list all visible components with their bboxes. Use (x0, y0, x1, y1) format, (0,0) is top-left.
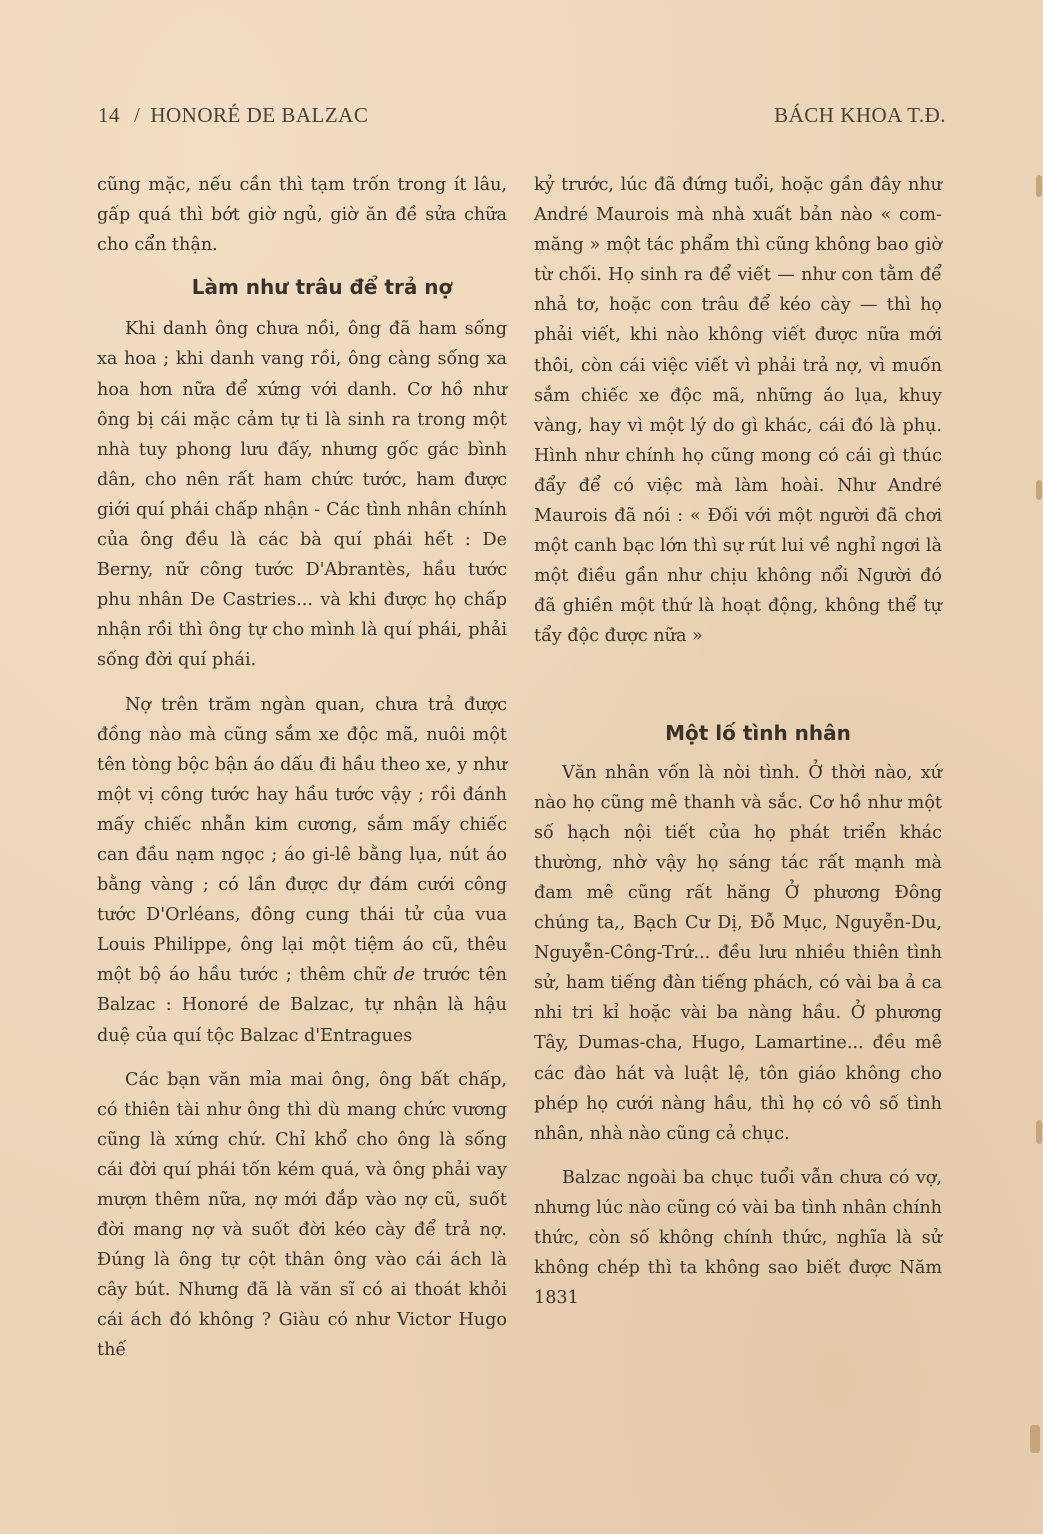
left-paragraph-3 (97, 690, 507, 1051)
section-heading-lovers: Một lố tình nhân (665, 720, 851, 745)
right-paragraph-1: kỷ trước, lúc đã đứng tuổi, hoặc gần đây như André Maurois mà nhà xuất bản nào « com-măng » một tác phẩm thì cũng không bao giờ từ chối. Họ sinh ra để viết — như con tằm để nhả tơ, hoặc con trâu để kéo cày — thì họ phải viết, khi nào không viết được nữa mới thôi, còn cái việc viết vì phải trả nợ, vì muốn sắm chiếc xe độc mã, những áo lụa, khuy vàng, hay vì một lý do gì khác, cái đó là phụ. Hình như chính họ cũng mong có cái gì thúc đẩy để có việc mà làm hoài. Như André Maurois đã nói : « Đối với một người đã chơi một canh bạc lớn thì sự rút lui về nghỉ ngơi là một điều gần như chịu không nổi Người đó đã ghiền một thứ là hoạt động, không thể tự tẩy độc được nữa » (534, 175, 942, 647)
page-number: 14 (98, 103, 120, 127)
margin-stain-mark (1036, 175, 1042, 197)
left-paragraph-3-text: Nợ trên trăm ngàn quan, chưa trả được đồng nào mà cũng sắm xe độc mã, nuôi một tên tòng bộc bận áo dấu đi hầu theo xe, y như một vị công tước hay hầu tước vậy ; rồi đánh mấy chiếc nhẫn kim cương, sắm mấy chiếc can đầu nạm ngọc ; áo gi-lê bằng lụa, nút áo bằng vàng ; có lần được dự đám cưới công tước D'Orléans, đông cung thái tử của vua Louis Philippe, ông lại một tiệm áo cũ, thêu một bộ áo hầu tước ; thêm chữ (97, 694, 507, 986)
margin-stain-mark (1036, 1120, 1042, 1144)
running-author: HONORÉ DE BALZAC (150, 103, 369, 127)
left-paragraph-2: Khi danh ông chưa nồi, ông đã ham sống xa hoa ; khi danh vang rồi, ông càng sống xa hoa hơn nữa để xứng với danh. Cơ hồ như ông bị cái mặc cảm tự ti là sinh ra trong một nhà tuy phong lưu đấy, nhưng gốc gác bình dân, cho nên rất ham chức tước, ham được giới quí phái chấp nhận - Các tình nhân chính của ông đều là các bà quí phái hết : De Berny, nữ công tước D'Abrantès, hầu tước phu nhân De Castries... và khi được họ chấp nhận rồi thì ông tự cho mình là quí phái, phải sống đời quí phái. (97, 319, 507, 671)
header-left (98, 103, 368, 128)
section-heading-debt: Làm như trâu để trả nợ (191, 275, 453, 300)
right-column (534, 170, 942, 1313)
page-header (98, 103, 946, 135)
margin-stain-mark (1036, 480, 1042, 500)
left-column (97, 170, 507, 1366)
left-paragraph-3-italic: de (393, 965, 416, 986)
margin-stain-mark (1030, 1425, 1040, 1453)
right-paragraph-3: Balzac ngoài ba chục tuổi vẫn chưa có vợ, nhưng lúc nào cũng có vài ba tình nhân chính thức, còn số không chính thức, nghĩa là sử không chép thì ta không sao biết được Năm 1831 (534, 1167, 942, 1309)
left-paragraph-3-end: trước tên Balzac : Honoré de Balzac, tự nhận là hậu duệ của quí tộc Balzac d'Entragues (97, 965, 507, 1046)
left-paragraph-1: cũng mặc, nếu cần thì tạm trốn trong ít lâu, gấp quá thì bớt giờ ngủ, giờ ăn đề sửa chữa cho cẩn thận. (97, 175, 507, 256)
header-separator: / (134, 103, 141, 127)
left-paragraph-4: Các bạn văn mỉa mai ông, ông bất chấp, có thiên tài như ông thì dù mang chức vương cũng là xứng chứ. Chỉ khổ cho ông là sống cái đời quí phái tốn kém quá, và ông phải vay mượn thêm nữa, nợ mới đắp vào nợ cũ, suốt đời mang nợ và suốt đời kéo cày để trả nợ. Đúng là ông tự cột thân ông vào cái ách là cây bút. Nhưng đã là văn sĩ có ai thoát khỏi cái ách đó không ? Giàu có như Victor Hugo thế (97, 1069, 507, 1361)
running-publication: BÁCH KHOA T.Đ. (774, 103, 946, 127)
right-paragraph-2: Văn nhân vốn là nòi tình. Ở thời nào, xứ nào họ cũng mê thanh và sắc. Cơ hồ như một số hạch nội tiết của họ phát triển khác thường, nhờ vậy họ sáng tác rất mạnh mà đam mê cũng rất hăng Ở phương Đông chúng ta,, Bạch Cư Dị, Đỗ Mục, Nguyễn-Du, Nguyễn-Công-Trứ... đều lưu nhiều thiên tình sử, ham tiếng đàn tiếng phách, có vài ba ả ca nhi tri kỉ hoặc vài ba nàng hầu. Ở phương Tây, Dumas-cha, Hugo, Lamartine... đều mê các đào hát và luật lệ, tôn giáo không cho phép họ cưới nàng hầu, thì họ có vô số tình nhân, nhà nào cũng cả chục. (534, 762, 942, 1144)
